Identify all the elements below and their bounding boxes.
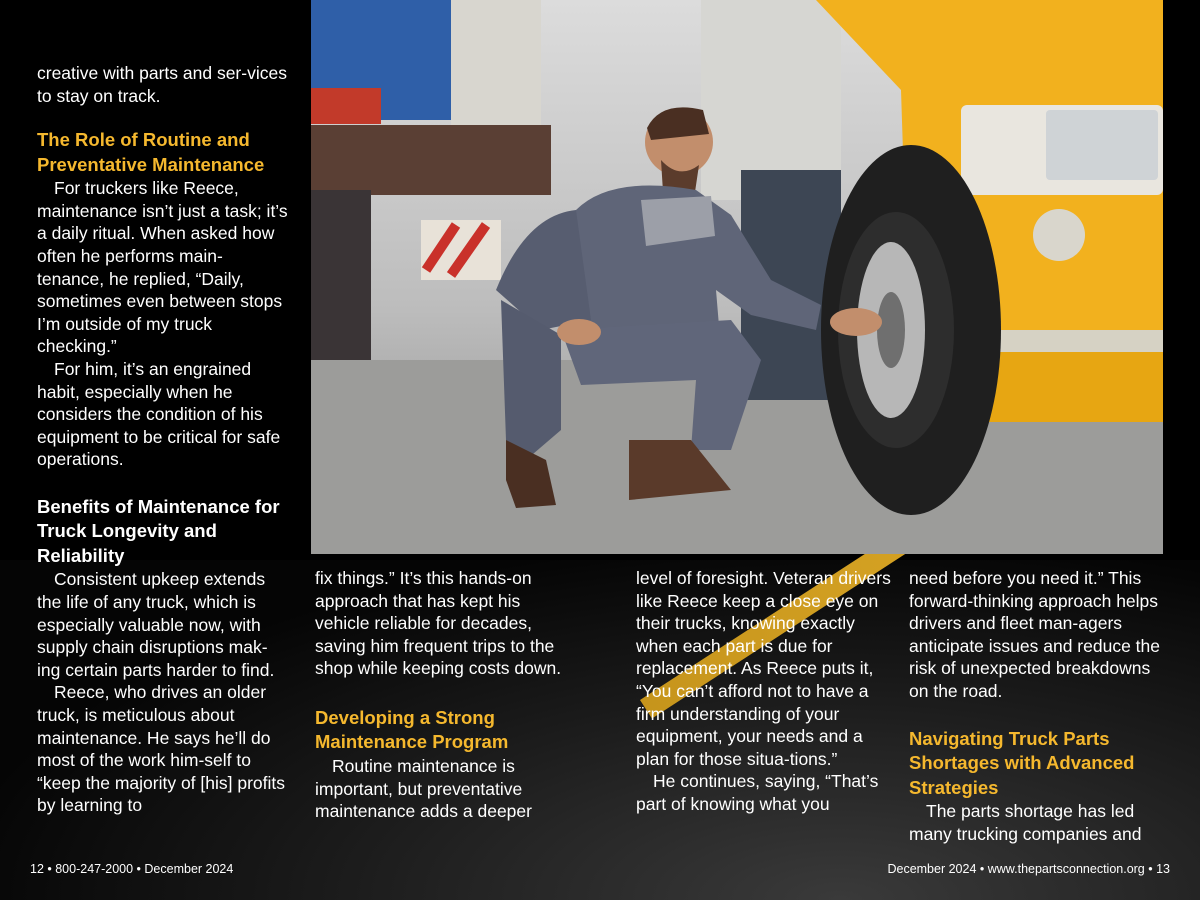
paragraph: creative with parts and ser-vices to stay on track. [37, 63, 287, 106]
paragraph: Reece, who drives an older truck, is meticulous about maintenance. He says he’ll do most of the work him-self to “keep the majority of [his] profits by learning to [37, 682, 286, 816]
photo-illustration [311, 0, 1163, 554]
paragraph: For him, it’s an engrained habit, especially when he considers the condition of his equipment to be critical for safe operations. [37, 358, 281, 470]
paragraph: Routine maintenance is important, but preventative maintenance adds a deeper [315, 755, 532, 822]
paragraph: level of foresight. Veteran drivers like Reece keep a close eye on their trucks, knowing exactly when each part is due for replacement. As Reece puts it, “You can’t afford not to have a firm understanding of your equipment, your needs and a plan for those situa-tions.” [636, 568, 891, 769]
paragraph: He continues, saying, “That’s part of knowing what you [636, 771, 879, 814]
paragraph: The parts shortage has led many trucking companies and [909, 801, 1142, 844]
mechanic-truck-photo [311, 0, 1163, 554]
column-2 [315, 567, 565, 823]
section-heading-benefits: Benefits of Maintenance for Truck Longevity and Reliability [37, 495, 280, 566]
section-heading-parts-shortages: Navigating Truck Parts Shortages with Advanced Strategies [909, 727, 1135, 798]
section-heading-maintenance-program: Developing a Strong Maintenance Program [315, 706, 509, 753]
paragraph: For truckers like Reece, maintenance isn’t just a task; it’s a daily ritual. When asked how often he performs main-tenance, he replied, “Daily, sometimes even between stops I’m outside of my truck checking.” [37, 178, 288, 357]
paragraph: fix things.” It’s this hands-on approach that has kept his vehicle reliable for decades, saving him frequent trips to the shop while keeping costs down. [315, 568, 562, 679]
section-heading-routine-maintenance: The Role of Routine and Preventative Maintenance [37, 129, 265, 175]
column-3 [636, 567, 892, 816]
footer-left-page-info: 12 • 800-247-2000 • December 2024 [30, 862, 234, 876]
column-4 [909, 567, 1163, 845]
footer-right-page-info: December 2024 • www.thepartsconnection.org • 13 [887, 862, 1170, 876]
paragraph: Consistent upkeep extends the life of any truck, which is especially valuable now, with supply chain disruptions mak-ing certain parts harder to find. [37, 569, 275, 680]
column-1 [37, 62, 289, 817]
paragraph: need before you need it.” This forward-thinking approach helps drivers and fleet man-agers anticipate issues and reduce the risk of unexpected breakdowns on the road. [909, 568, 1160, 701]
